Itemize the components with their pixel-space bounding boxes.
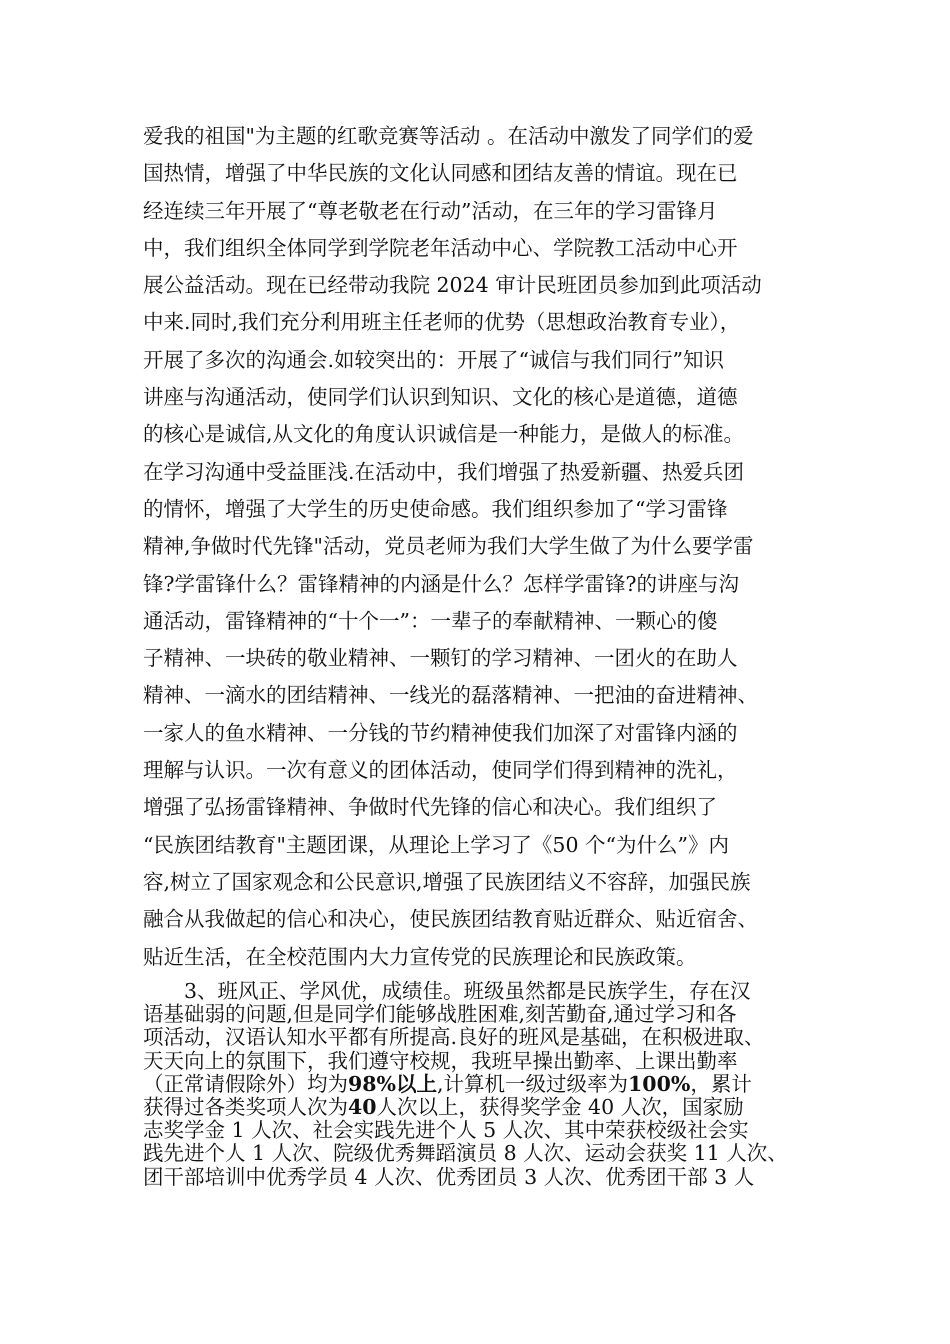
paragraph-class-results: [143, 980, 813, 1189]
text-line: 践先进个人 1 人次、院级优秀舞蹈演员 8 人次、运动会获奖 11 人次、: [143, 1142, 788, 1166]
text-line: 3、班风正、学风优，成绩佳。班级虽然都是民族学生，存在汉: [184, 980, 751, 1003]
text-line: [143, 1073, 813, 1096]
text-line: “民族团结教育"主题团课，从理论上学习了《50 个“为什么”》内: [143, 832, 729, 857]
text-line: 展公益活动。现在已经带动我院 2024 审计民班团员参加到此项活动: [143, 273, 762, 298]
attendance-rate: 98%以上: [348, 1072, 438, 1096]
text-line: 贴近生活，在全校范围内大力宣传党的民族理论和民族政策。: [143, 944, 697, 969]
text-line: 爱我的祖国"为主题的红歌竞赛等活动 。在活动中激发了同学们的爱: [143, 124, 754, 148]
text-line: 项活动，汉语认知水平都有所提高.良好的班风是基础，在积极进取、: [143, 1026, 765, 1050]
text-line: 通活动，雷锋精神的“十个一”：一辈子的奉献精神、一颗心的傻: [143, 608, 718, 633]
text-segment: ,计算机一级过级率为: [437, 1072, 629, 1096]
text-line: 国热情，增强了中华民族的文化认同感和团结友善的情谊。现在已: [143, 161, 738, 186]
text-line: 语基础弱的问题,但是同学们能够战胜困难,刻苦勤奋,通过学习和各: [143, 1003, 737, 1027]
text-line: 中，我们组织全体同学到学院老年活动中心、学院教工活动中心开: [143, 235, 738, 260]
text-line: 容,树立了国家观念和公民意识,增强了民族团结义不容辞，加强民族: [143, 869, 751, 894]
text-line: 精神、一滴水的团结精神、一线光的磊落精神、一把油的奋进精神、: [143, 683, 758, 708]
text-line: 锋?学雷锋什么？雷锋精神的内涵是什么？怎样学雷锋?的讲座与沟: [143, 571, 739, 596]
text-line: 融合从我做起的信心和决心，使民族团结教育贴近群众、贴近宿舍、: [143, 907, 758, 932]
text-segment: 获得过各类奖项人次为: [143, 1095, 348, 1119]
text-line: 天天向上的氛围下，我们遵守校规，我班早操出勤率、上课出勤率: [143, 1049, 738, 1073]
text-line: 的核心是诚信,从文化的角度认识诚信是一种能力，是做人的标准。: [143, 422, 745, 447]
text-line: 增强了弘扬雷锋精神、争做时代先锋的信心和决心。我们组织了: [143, 795, 717, 820]
text-line: 讲座与沟通活动，使同学们认识到知识、文化的核心是道德，道德: [143, 385, 738, 410]
text-line: 在学习沟通中受益匪浅.在活动中，我们增强了热爱新疆、热爱兵团: [143, 459, 745, 484]
text-line: 精神,争做时代先锋"活动，党员老师为我们大学生做了为什么要学雷: [143, 534, 754, 559]
pass-rate: 100%: [628, 1072, 691, 1096]
text-line: 一家人的鱼水精神、一分钱的节约精神使我们加深了对雷锋内涵的: [143, 720, 738, 745]
text-line: 子精神、一块砖的敬业精神、一颗钉的学习精神、一团火的在助人: [143, 646, 738, 671]
text-segment: ，累计: [690, 1072, 752, 1096]
text-line: 的情怀，增强了大学生的历史使命感。我们组织参加了“学习雷锋: [143, 496, 728, 521]
text-line: 志奖学金 1 人次、社会实践先进个人 5 人次、其中荣获校级社会实: [143, 1119, 749, 1143]
text-segment: （正常请假除外）均为: [143, 1072, 348, 1096]
text-line: [143, 1096, 813, 1119]
award-count: 40: [348, 1095, 377, 1119]
paragraph-activities: [143, 118, 813, 976]
text-line: 团干部培训中优秀学员 4 人次、优秀团员 3 人次、优秀团干部 3 人: [143, 1165, 755, 1189]
text-line: 中来.同时,我们充分利用班主任老师的优势（思想政治教育专业），: [143, 310, 741, 335]
text-line: 开展了多次的沟通会.如较突出的：开展了“诚信与我们同行”知识: [143, 347, 724, 372]
text-line: 理解与认识。一次有意义的团体活动，使同学们得到精神的洗礼，: [143, 758, 738, 783]
text-segment: 人次以上，获得奖学金 40 人次，国家励: [376, 1095, 744, 1119]
text-line: 经连续三年开展了“尊老敬老在行动”活动，在三年的学习雷锋月: [143, 198, 718, 223]
